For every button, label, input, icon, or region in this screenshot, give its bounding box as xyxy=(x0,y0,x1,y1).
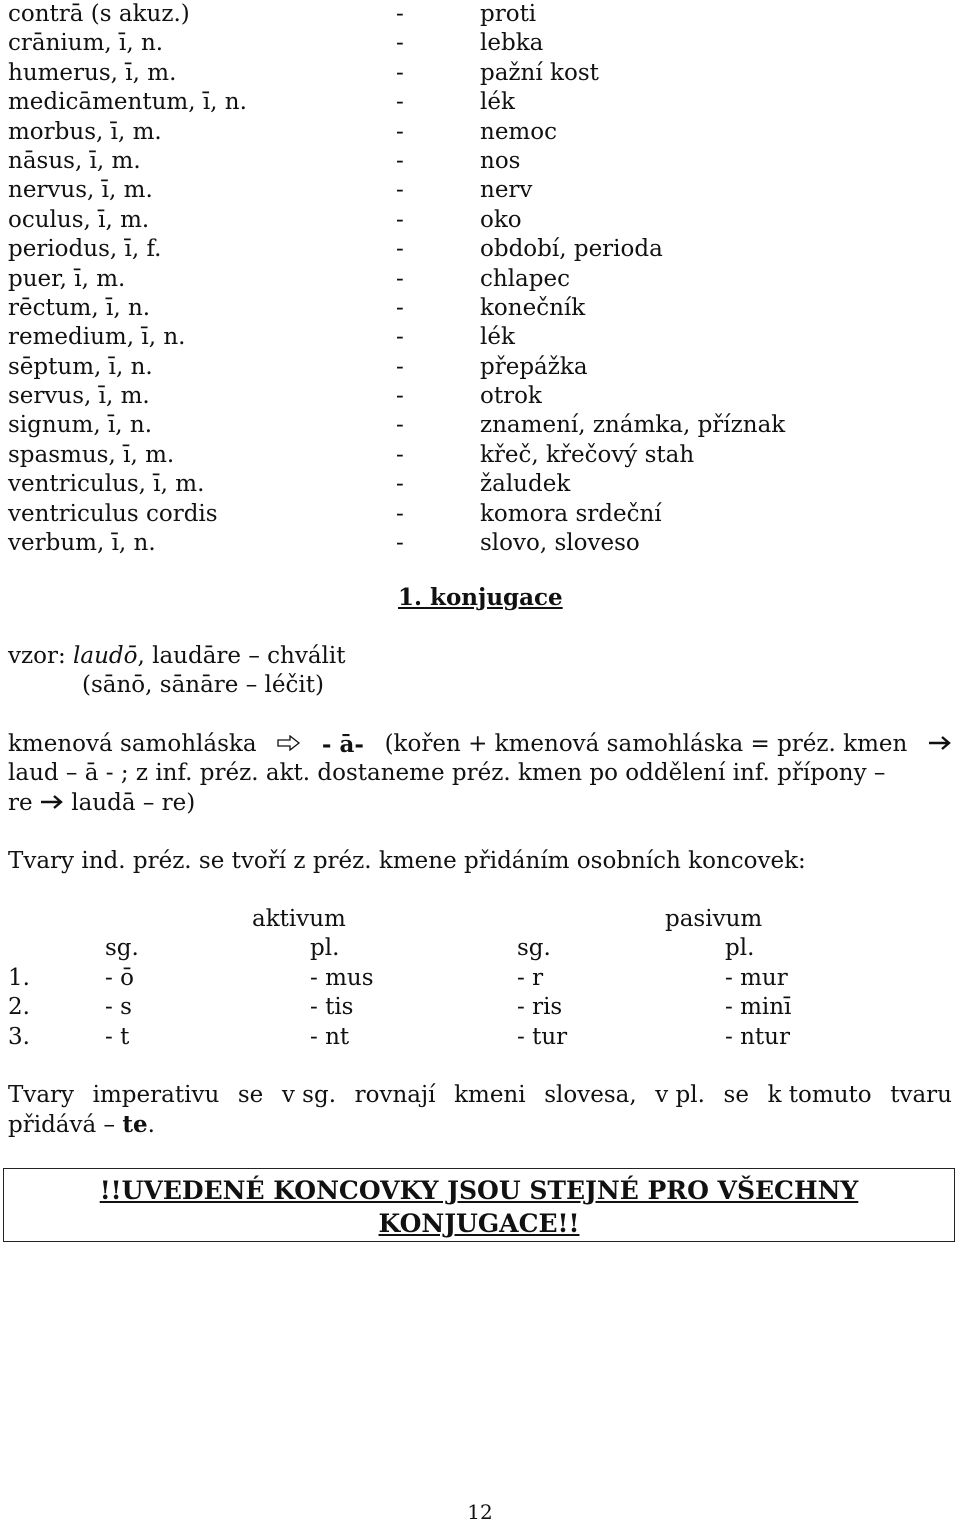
word: v sg. xyxy=(281,1082,337,1108)
separator-dash: - xyxy=(396,177,404,204)
separator-dash: - xyxy=(396,353,404,380)
notice-line-1: !!UVEDENÉ KONCOVKY JSOU STEJNÉ PRO VŠECHNY xyxy=(99,1176,859,1205)
verb-pattern xyxy=(8,642,346,701)
word: Tvary xyxy=(8,1082,75,1108)
czech-translation: komora srdeční xyxy=(480,500,662,527)
header-pas-sg: sg. xyxy=(517,935,551,962)
separator-dash: - xyxy=(396,530,404,557)
voice-header-row xyxy=(0,905,960,934)
imperative-suffix: . xyxy=(147,1112,155,1139)
word: tvaru xyxy=(890,1082,952,1108)
header-act-sg: sg. xyxy=(105,935,139,962)
latin-term: medicāmentum, ī, n. xyxy=(8,89,247,116)
word: k tomuto xyxy=(767,1082,872,1108)
stem-vowel-note xyxy=(8,730,952,819)
latin-term: nāsus, ī, m. xyxy=(8,147,141,174)
czech-translation: slovo, sloveso xyxy=(480,530,640,557)
latin-term: verbum, ī, n. xyxy=(8,530,156,557)
formation-sentence: Tvary ind. préz. se tvoří z préz. kmene přidáním osobních koncovek: xyxy=(8,848,806,874)
czech-translation: otrok xyxy=(480,383,542,410)
act-sg-cell: - ō xyxy=(105,964,134,991)
page-number: 12 xyxy=(467,1500,493,1524)
czech-translation: lék xyxy=(480,324,515,351)
endings-table xyxy=(0,905,960,1052)
table-row xyxy=(0,1023,960,1052)
separator-dash: - xyxy=(396,206,404,233)
latin-term: ventriculus cordis xyxy=(8,500,218,527)
separator-dash: - xyxy=(396,471,404,498)
latin-term: morbus, ī, m. xyxy=(8,118,162,145)
separator-dash: - xyxy=(396,236,404,263)
separator-dash: - xyxy=(396,324,404,351)
czech-translation: žaludek xyxy=(480,471,571,498)
latin-term: ventriculus, ī, m. xyxy=(8,471,205,498)
czech-translation: křeč, křečový stah xyxy=(480,441,695,468)
person-cell: 3. xyxy=(8,1023,30,1050)
latin-term: servus, ī, m. xyxy=(8,383,150,410)
header-act-pl: pl. xyxy=(310,935,340,962)
separator-dash: - xyxy=(396,412,404,439)
czech-translation: chlapec xyxy=(480,265,570,292)
word: kmeni xyxy=(454,1082,526,1108)
section-heading: 1. konjugace xyxy=(398,584,563,611)
separator-dash: - xyxy=(396,89,404,116)
passive-label: pasivum xyxy=(665,906,763,932)
pas-pl-cell: - minī xyxy=(725,994,792,1021)
czech-translation: pažní kost xyxy=(480,59,599,86)
note-line-3b: laudā – re) xyxy=(71,789,196,816)
czech-translation: znamení, známka, příznak xyxy=(480,412,786,439)
note-line-2: laud – ā - ; z inf. préz. akt. dostaneme préz. kmen po oddělení inf. přípony – xyxy=(8,760,886,787)
czech-translation: nemoc xyxy=(480,118,557,145)
arrow-right-icon xyxy=(40,789,64,818)
note-line-3 xyxy=(8,789,952,819)
separator-dash: - xyxy=(396,30,404,57)
active-label: aktivum xyxy=(252,906,346,932)
pattern-verb: laudō xyxy=(73,643,138,669)
act-pl-cell: - mus xyxy=(310,964,374,991)
pattern-line-2: (sānō, sānāre – léčit) xyxy=(82,672,324,699)
latin-term: contrā (s akuz.) xyxy=(8,1,190,27)
latin-term: periodus, ī, f. xyxy=(8,236,162,263)
imperative-ending: te xyxy=(122,1111,148,1139)
word: imperativu xyxy=(92,1082,220,1108)
arrow-right-icon xyxy=(928,730,952,759)
separator-dash: - xyxy=(396,294,404,321)
pattern-line xyxy=(8,642,346,671)
imperative-prefix: přidává – xyxy=(8,1112,123,1139)
word: se xyxy=(237,1082,264,1108)
act-sg-cell: - s xyxy=(105,994,132,1021)
separator-dash: - xyxy=(396,441,404,468)
notice-box xyxy=(3,1168,955,1242)
pattern-prefix: vzor: xyxy=(8,643,74,669)
czech-translation: přepážka xyxy=(480,353,588,380)
word: rovnají xyxy=(354,1082,436,1108)
latin-term: oculus, ī, m. xyxy=(8,206,150,233)
person-cell: 2. xyxy=(8,994,30,1021)
pas-pl-cell: - ntur xyxy=(725,1023,790,1050)
czech-translation: období, perioda xyxy=(480,236,663,263)
czech-translation: konečník xyxy=(480,294,586,321)
stem-vowel: - ā- xyxy=(321,731,364,758)
latin-term: remedium, ī, n. xyxy=(8,324,186,351)
separator-dash: - xyxy=(396,500,404,527)
word: se xyxy=(723,1082,749,1108)
pattern-rest: , laudāre – chválit xyxy=(137,643,346,669)
pas-sg-cell: - ris xyxy=(517,994,563,1021)
czech-translation: nerv xyxy=(480,177,533,204)
imperative-line-1 xyxy=(8,1081,952,1110)
czech-translation: proti xyxy=(480,1,537,27)
latin-term: crānium, ī, n. xyxy=(8,30,164,57)
pas-sg-cell: - tur xyxy=(517,1023,568,1050)
separator-dash: - xyxy=(396,1,404,27)
separator-dash: - xyxy=(396,383,404,410)
table-row xyxy=(0,964,960,993)
word: slovesa, xyxy=(544,1082,637,1108)
latin-term: spasmus, ī, m. xyxy=(8,441,175,468)
czech-translation: lék xyxy=(480,89,515,116)
czech-translation: lebka xyxy=(480,30,544,57)
note-line-3a: re xyxy=(8,789,33,816)
separator-dash: - xyxy=(396,147,404,174)
latin-term: nervus, ī, m. xyxy=(8,177,153,204)
act-pl-cell: - nt xyxy=(310,1023,350,1050)
note-line-1 xyxy=(8,730,952,759)
imperative-note xyxy=(8,1081,952,1141)
latin-term: rēctum, ī, n. xyxy=(8,294,151,321)
pas-pl-cell: - mur xyxy=(725,964,788,991)
latin-term: sēptum, ī, n. xyxy=(8,353,153,380)
person-cell: 1. xyxy=(8,964,30,991)
separator-dash: - xyxy=(396,118,404,145)
notice-line-2: KONJUGACE!! xyxy=(378,1209,580,1238)
latin-term: puer, ī, m. xyxy=(8,265,126,292)
latin-term: humerus, ī, m. xyxy=(8,59,177,86)
pas-sg-cell: - r xyxy=(517,964,544,991)
number-header-row xyxy=(0,934,960,963)
act-sg-cell: - t xyxy=(105,1023,130,1050)
czech-translation: oko xyxy=(480,206,522,233)
czech-translation: nos xyxy=(480,147,521,174)
imperative-line-2 xyxy=(8,1110,952,1140)
table-row xyxy=(0,993,960,1022)
note-text-1: kmenová samohláska xyxy=(8,731,257,757)
open-arrow-icon xyxy=(277,730,301,759)
word: v pl. xyxy=(655,1082,705,1108)
act-pl-cell: - tis xyxy=(310,994,354,1021)
note-text-3: (kořen + kmenová samohláska = préz. kmen xyxy=(384,731,908,757)
header-pas-pl: pl. xyxy=(725,935,755,962)
latin-term: signum, ī, n. xyxy=(8,412,153,439)
separator-dash: - xyxy=(396,59,404,86)
separator-dash: - xyxy=(396,265,404,292)
